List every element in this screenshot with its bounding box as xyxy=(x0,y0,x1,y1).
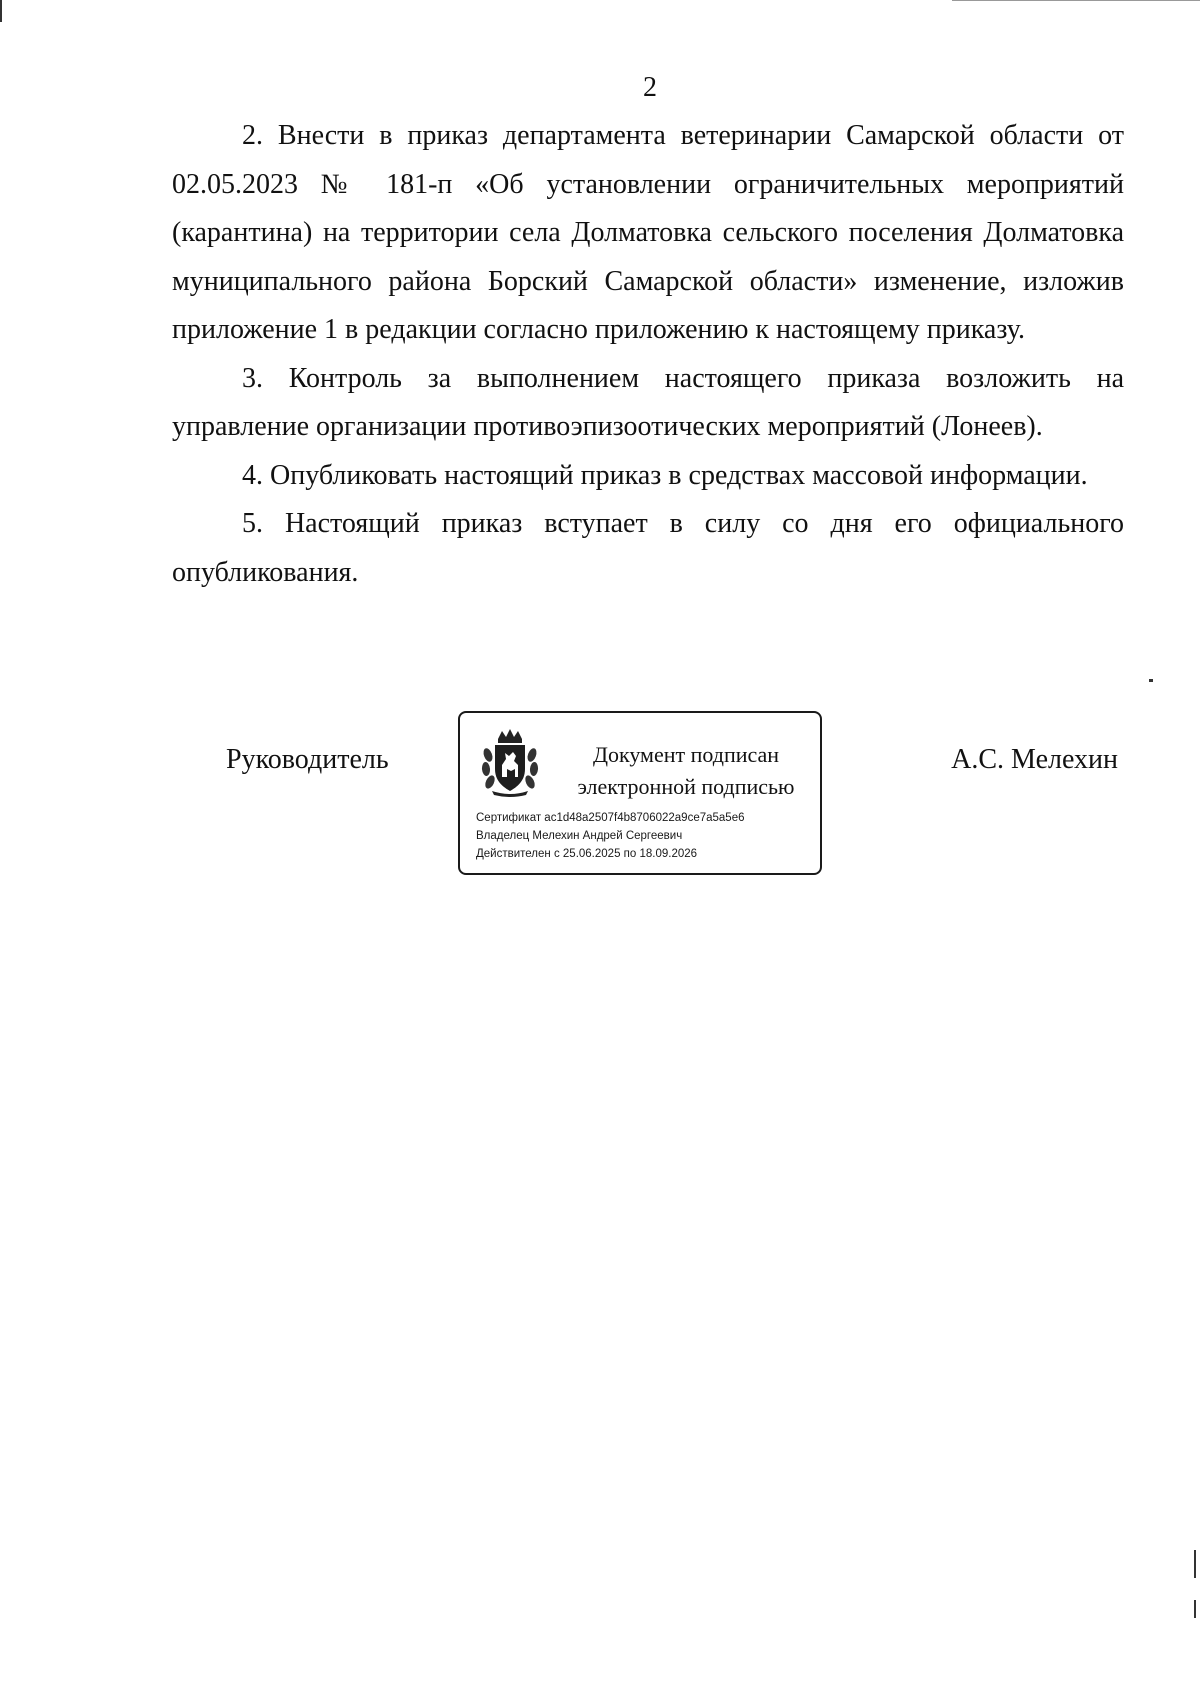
certificate-validity: Действителен с 25.06.2025 по 18.09.2026 xyxy=(476,848,698,860)
signer-position: Руководитель xyxy=(226,744,389,775)
signature-block xyxy=(0,710,1200,890)
scan-dust-dot xyxy=(1194,1600,1196,1618)
electronic-signature-stamp xyxy=(458,711,822,875)
scan-edge-mark xyxy=(0,0,2,22)
stamp-title-line-1: Документ подписан xyxy=(592,742,780,767)
scan-edge-mark xyxy=(952,0,1200,1)
stamp-title-line-2: электронной подписью xyxy=(577,774,795,799)
coat-of-arms-icon xyxy=(478,725,542,797)
scan-dust-dot xyxy=(1149,679,1153,682)
paragraph-item-2: 2. Внести в приказ департамента ветеринарии Самарской области от 02.05.2023 № 181-п «Об установлении ограничительных мероприятий (карантина) на территории села Долматовка сельского поселения Долматовка муниципального района Борский Самарской области» изменение, изложив приложение 1 в редакции согласно приложению к настоящему приказу. xyxy=(172,120,1124,345)
certificate-owner: Владелец Мелехин Андрей Сергеевич xyxy=(476,830,683,842)
document-body xyxy=(172,112,1124,597)
stamp-title xyxy=(556,739,816,803)
page-number: 2 xyxy=(643,72,657,103)
stamp-details xyxy=(476,809,744,863)
scan-dust-dot xyxy=(1194,1550,1196,1578)
paragraph-item-5: 5. Настоящий приказ вступает в силу со дня его официального опубликования. xyxy=(172,508,1124,588)
paragraph-item-4: 4. Опубликовать настоящий приказ в средствах массовой информации. xyxy=(242,459,1088,491)
certificate-number: Сертификат ac1d48a2507f4b8706022a9ce7a5a5e6 xyxy=(476,812,745,824)
signer-name: А.С. Мелехин xyxy=(951,744,1118,775)
paragraph-item-3: 3. Контроль за выполнением настоящего приказа возложить на управление организации противоэпизоотических мероприятий (Лонеев). xyxy=(172,362,1124,442)
